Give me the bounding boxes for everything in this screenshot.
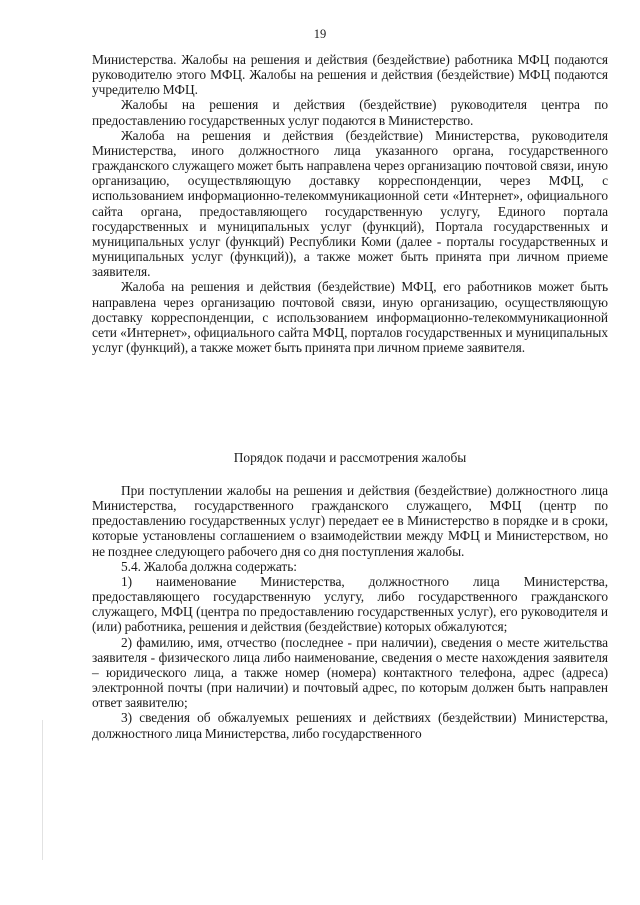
scan-artifact	[42, 720, 43, 860]
page-number: 19	[313, 27, 327, 41]
paragraph: При поступлении жалобы на решения и действия (бездействие) должностного лица Министерства, государственного гражданского служащего, МФЦ (центр по предоставлению государственных услуг) передает ее в Министерство в порядке и в сроки, которые установлены соглашением о взаимодействии между МФЦ и Министерством, но не позднее следующего рабочего дня со дня поступления жалобы.	[92, 483, 608, 559]
paragraph-continuation: Министерства. Жалобы на решения и действия (бездействие) работника МФЦ подаются руководителю этого МФЦ. Жалобы на решения и действия (бездействие) МФЦ подаются учредителю МФЦ.	[92, 52, 608, 98]
paragraph: Жалоба на решения и действия (бездействие) Министерства, руководителя Министерства, иного должностного лица указанного органа, государственного гражданского служащего может быть направлена через организацию почтовой связи, иную организацию, осуществляющую доставку корреспонденции, через МФЦ, с использованием информационно-телекоммуникационной сети «Интернет», официального сайта органа, предоставляющего государственную услугу, Единого портала государственных и муниципальных услуг (функций), Портала государственных и муниципальных услуг (функций) Республики Коми (далее - порталы государственных и муниципальных услуг (функций)), а также может быть принята при личном приеме заявителя.	[92, 127, 608, 280]
paragraph: 5.4. Жалоба должна содержать:	[121, 558, 297, 574]
paragraph: Жалобы на решения и действия (бездействие) руководителя центра по предоставлению государственных услуг подаются в Министерство.	[92, 97, 608, 128]
section-heading: Порядок подачи и рассмотрения жалобы	[233, 450, 467, 465]
list-item: 3) сведения об обжалуемых решениях и действиях (бездействии) Министерства, должностного лица Министерства, либо государственного	[92, 710, 608, 741]
top-text-block	[92, 52, 608, 355]
bottom-text-block	[92, 483, 608, 741]
paragraph: Жалоба на решения и действия (бездействие) МФЦ, его работников может быть направлена через организацию почтовой связи, иную организацию, осуществляющую доставку корреспонденции, с использованием информационно-телекоммуникационной сети «Интернет», официального сайта МФЦ, порталов государственных и муниципальных услуг (функций), а также может быть принята при личном приеме заявителя.	[92, 279, 608, 355]
list-item: 2) фамилию, имя, отчество (последнее - при наличии), сведения о месте жительства заявителя - физического лица либо наименование, сведения о месте нахождения заявителя – юридического лица, а также номер (номера) контактного телефона, адрес (адреса) электронной почты (при наличии) и почтовый адрес, по которым должен быть направлен ответ заявителю;	[92, 634, 608, 711]
list-item: 1) наименование Министерства, должностного лица Министерства, предоставляющего государственную услугу, либо государственного гражданского служащего, МФЦ (центра по предоставлению государственных услуг), его руководителя и (или) работника, решения и действия (бездействие) которых обжалуются;	[92, 573, 608, 635]
